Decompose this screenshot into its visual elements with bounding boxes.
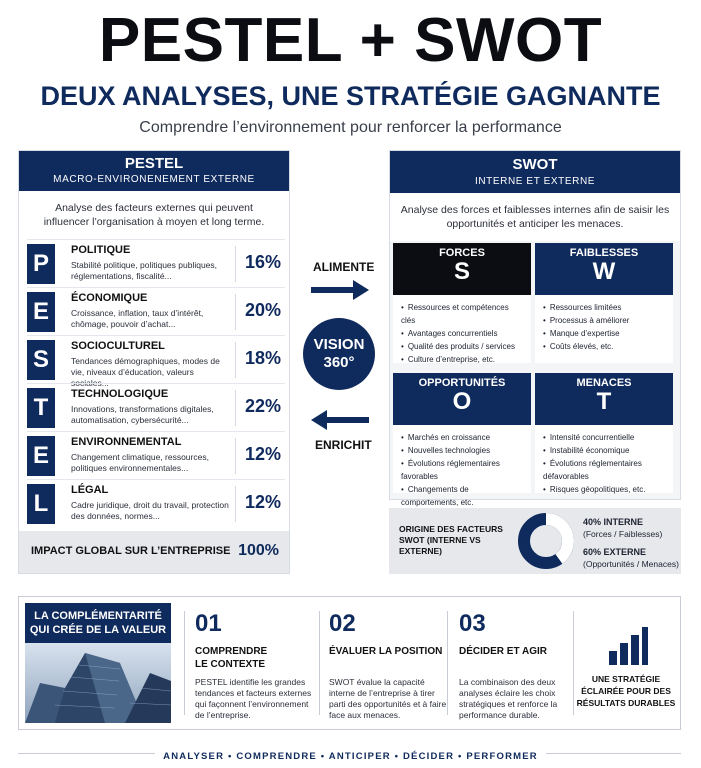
pestel-letter: L: [27, 484, 55, 524]
pestel-factor-name: TECHNOLOGIQUE: [71, 388, 169, 400]
vision-line1: VISION: [313, 336, 365, 353]
step-01: [195, 611, 317, 721]
pestel-factor-desc: Changement climatique, ressources, politiques environnementales...: [71, 452, 209, 473]
list-item: • Instabilité économique: [543, 444, 667, 457]
step-number: 01: [195, 610, 222, 637]
donut-chart: [517, 512, 575, 570]
list-item: • Évolutions réglementaires favorables: [401, 457, 525, 483]
legend-interne-sub: (Forces / Faiblesses): [583, 529, 663, 539]
list-item: • Processus à améliorer: [543, 314, 667, 327]
list-item: • Nouvelles technologies: [401, 444, 525, 457]
arrow-right-icon: [311, 280, 369, 300]
pestel-letter: E: [27, 292, 55, 332]
alimente-label: ALIMENTE: [313, 260, 375, 274]
quadrant-list: [393, 425, 531, 509]
swot-origin-box: [389, 508, 681, 574]
pestel-factor-pct: 16%: [244, 252, 281, 272]
list-item: • Avantages concurrentiels: [401, 327, 525, 340]
swot-quadrant-opportunites: [393, 373, 531, 507]
pestel-row-politique: [27, 239, 285, 287]
origin-label: ORIGINE DES FACTEURS SWOT (INTERNE VS EXTERNE): [399, 524, 503, 556]
step-title: [195, 645, 317, 671]
pestel-letter: E: [27, 436, 55, 476]
divider: [235, 486, 236, 522]
quadrant-header: [393, 373, 531, 425]
enrichit-label: ENRICHIT: [315, 438, 372, 452]
divider: [235, 342, 236, 378]
step-title-line2: LE CONTEXTE: [195, 659, 266, 670]
swot-title: SWOT: [512, 156, 558, 173]
pestel-factor-name: POLITIQUE: [71, 244, 131, 256]
page-tagline: Comprendre l’environnement pour renforcer la performance: [139, 119, 562, 136]
pestel-factor-pct: 12%: [244, 444, 281, 464]
list-item: • Changements de comportements, etc.: [401, 483, 525, 509]
list-item: • Manque d’expertise: [543, 327, 667, 340]
impact-global-bar: [19, 531, 289, 573]
pestel-factor-desc: Cadre juridique, droit du travail, protection des données, normes...: [71, 500, 229, 521]
pestel-row-socioculturel: [27, 335, 285, 388]
buildings-image: [25, 643, 171, 723]
step-description: La combinaison des deux analyses éclaire les choix stratégiques et renforce la performance durable.: [459, 677, 558, 720]
pestel-row-environnemental: [27, 431, 285, 479]
pestel-row-economique: [27, 287, 285, 335]
quadrant-list: [535, 425, 673, 496]
pestel-letter: P: [27, 244, 55, 284]
quadrant-letter: W: [592, 258, 616, 285]
step-title-line1: COMPRENDRE: [195, 646, 268, 657]
divider: [235, 438, 236, 474]
list-item: • Risques géopolitiques, etc.: [543, 483, 667, 496]
swot-header: [390, 151, 680, 193]
swot-quadrant-menaces: [535, 373, 673, 493]
legend-interne-pct: 40% INTERNE: [583, 517, 644, 527]
pestel-panel: [18, 150, 290, 574]
swot-quadrant-forces: [393, 243, 531, 363]
complementarite-line1: LA COMPLÉMENTARITÉ: [34, 610, 162, 622]
divider: [235, 390, 236, 426]
footer-slogan: [0, 746, 701, 764]
pestel-intro: Analyse des facteurs externes qui peuvent influencer l’organisation à moyen et long terme.: [43, 202, 265, 228]
swot-panel: [389, 150, 681, 507]
pestel-factor-desc: Tendances démographiques, modes de vie, niveaux d’éducation, valeurs sociales...: [71, 356, 220, 388]
quadrant-list: [393, 295, 531, 366]
legend-externe: [583, 546, 679, 570]
step-title-line1: ÉVALUER LA POSITION: [329, 646, 443, 657]
impact-label: IMPACT GLOBAL SUR L’ENTREPRISE: [31, 545, 231, 557]
pestel-factor-name: ÉCONOMIQUE: [71, 292, 148, 304]
page-title: PESTEL + SWOT: [98, 6, 603, 75]
vision-360-badge: [303, 318, 375, 390]
complementarity-section: [18, 596, 681, 730]
legend-interne: [583, 516, 662, 540]
step-description: PESTEL identifie les grandes tendances et facteurs externes qui façonnent l’environnement de l’entreprise.: [195, 677, 312, 720]
pestel-row-technologique: [27, 383, 285, 431]
step-03: [459, 611, 581, 721]
quadrant-title: MENACES: [576, 377, 632, 389]
pestel-title: PESTEL: [124, 155, 184, 172]
step-title-line1: DÉCIDER ET AGIR: [459, 646, 547, 657]
step-number: 02: [329, 610, 356, 637]
pestel-factor-desc: Innovations, transformations digitales, automatisation, cybersécurité...: [71, 404, 214, 425]
pestel-factor-desc: Croissance, inflation, taux d’intérêt, chômage, pouvoir d’achat...: [71, 308, 204, 329]
quadrant-title: FORCES: [439, 247, 485, 259]
divider: [235, 246, 236, 282]
quadrant-list: [535, 295, 673, 353]
pestel-factor-pct: 12%: [244, 492, 281, 512]
list-item: • Intensité concurrentielle: [543, 431, 667, 444]
pestel-row-legal: [27, 479, 285, 527]
quadrant-header: [535, 243, 673, 295]
pestel-factor-desc: Stabilité politique, politiques publiques, réglementations, fiscalité...: [71, 260, 218, 281]
quadrant-header: [393, 243, 531, 295]
pestel-subtitle: MACRO-ENVIRONENEMENT EXTERNE: [53, 174, 255, 185]
swot-subtitle: INTERNE ET EXTERNE: [474, 176, 596, 187]
list-item: • Évolutions réglementaires défavorables: [543, 457, 667, 483]
pestel-header: [19, 151, 289, 191]
divider: [235, 294, 236, 330]
swot-quadrant-faiblesses: [535, 243, 673, 363]
pestel-factor-pct: 22%: [244, 396, 281, 416]
step-description: SWOT évalue la capacité interne de l’entreprise à tirer parti des opportunités et à faire face aux menaces.: [329, 677, 447, 720]
pestel-factor-pct: 18%: [244, 348, 281, 368]
list-item: • Marchés en croissance: [401, 431, 525, 444]
page-subtitle: DEUX ANALYSES, UNE STRATÉGIE GAGNANTE: [40, 81, 661, 111]
impact-value: 100%: [238, 542, 279, 559]
pestel-factor-name: SOCIOCULTUREL: [71, 340, 165, 352]
footer-text: ANALYSER • COMPRENDRE • ANTICIPER • DÉCIDER • PERFORMER: [155, 751, 546, 762]
quadrant-letter: O: [452, 388, 472, 415]
quadrant-title: FAIBLESSES: [569, 247, 639, 259]
quadrant-title: OPPORTUNITÉS: [418, 377, 506, 389]
list-item: • Ressources et compétences clés: [401, 301, 525, 327]
step-number: 03: [459, 610, 486, 637]
strategie-claim: UNE STRATÉGIE ÉCLAIRÉE POUR DES RÉSULTATS DURABLES: [576, 674, 676, 708]
step-title: [329, 645, 451, 658]
pestel-letter: T: [27, 388, 55, 428]
pestel-factor-pct: 20%: [244, 300, 281, 320]
quadrant-letter: S: [453, 258, 470, 285]
complementarite-line2: QUI CRÉE DE LA VALEUR: [29, 624, 167, 636]
divider: [319, 611, 320, 715]
list-item: • Coûts élevés, etc.: [543, 340, 667, 353]
legend-externe-sub: (Opportunités / Menaces): [583, 559, 679, 569]
step-02: [329, 611, 451, 721]
pestel-factor-name: LÉGAL: [71, 484, 109, 496]
vision-line2: 360°: [323, 354, 355, 371]
step-title: [459, 645, 581, 658]
list-item: • Ressources limitées: [543, 301, 667, 314]
swot-intro: Analyse des forces et faiblesses internes afin de saisir les opportunités et anticiper les menaces.: [390, 193, 680, 241]
divider: [184, 611, 185, 715]
list-item: • Culture d’entreprise, etc.: [401, 353, 525, 366]
complementarite-banner: [25, 603, 171, 643]
arrow-left-icon: [311, 410, 369, 430]
quadrant-header: [535, 373, 673, 425]
pestel-factor-name: ENVIRONNEMENTAL: [71, 436, 182, 448]
legend-externe-pct: 60% EXTERNE: [583, 547, 647, 557]
divider: [447, 611, 448, 715]
pestel-letter: S: [27, 340, 55, 380]
list-item: • Qualité des produits / services: [401, 340, 525, 353]
quadrant-letter: T: [596, 388, 612, 415]
bar-chart-growth-icon: [607, 627, 649, 665]
